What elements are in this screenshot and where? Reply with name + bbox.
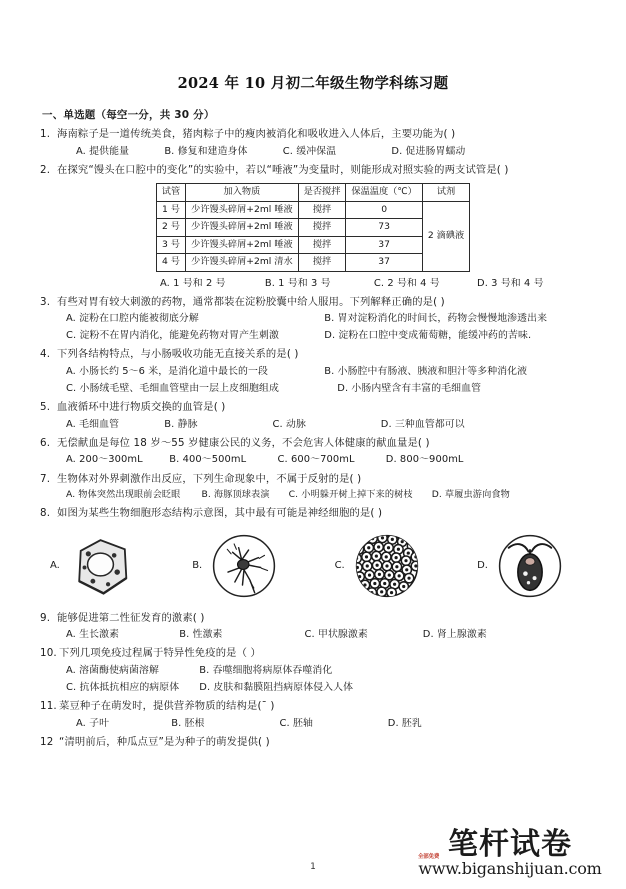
watermark-url: www.biganshijuan.com [418,859,602,878]
question-number: 9. [40,611,51,624]
question-options [40,311,586,327]
cell-tube: 3 号 [156,236,185,253]
option-b[interactable]: B. 静脉 [164,418,198,430]
cell-substance: 少许馒头碎屑+2ml 清水 [186,254,298,271]
option-c[interactable]: C. 胚轴 [279,717,313,729]
option-b[interactable]: B. 胃对淀粉消化的时间长，药物会慢慢地渗透出来 [324,313,548,325]
cell-figure-a [50,528,140,604]
question-number: 5. [40,401,51,414]
option-b[interactable]: B. 性激素 [179,629,223,641]
option-a[interactable]: A. 子叶 [76,717,110,729]
option-b[interactable]: B. 吞噬细胞将病原体吞噬消化 [199,665,333,677]
col-header-reagent: 试剂 [422,184,469,201]
cell-temperature: 37 [346,236,422,253]
question-number: 7. [40,472,51,485]
option-a[interactable]: A. 小肠长约 5～6 米，是消化道中最长的一段 [66,365,268,377]
question-text: 在探究“馒头在口腔中的变化”的实验中，若以“唾液”为变量时，则能形成对照实验的两支试管是( ) [57,163,509,176]
option-b[interactable]: B. 胚根 [171,717,205,729]
question-9 [40,610,586,644]
option-a[interactable]: A. 溶菌酶使病菌溶解 [66,665,159,677]
option-c[interactable]: C. 抗体抵抗相应的病原体 [66,682,180,694]
question-options [40,452,586,468]
question-text: 下列各结构特点，与小肠吸收功能无直接关系的是( ) [57,348,299,361]
option-b[interactable]: B. 海豚顶球表演 [201,489,270,501]
question-stem [40,471,586,488]
option-a[interactable]: A. 淀粉在口腔内能被彻底分解 [66,313,199,325]
option-b[interactable]: B. 400～500mL [169,454,247,466]
question-number: 4. [40,348,51,361]
question-5 [40,399,586,433]
option-d[interactable]: D. 小肠内壁含有丰富的毛细血管 [337,383,482,395]
option-d[interactable]: D. 三种血管都可以 [380,418,465,430]
col-header-temperature: 保温温度（℃） [346,184,422,201]
question-8 [40,505,586,604]
question-stem [40,399,586,416]
watermark-brand: 笔杆试卷 [448,827,572,862]
option-a[interactable]: A. 提供能量 [76,145,130,157]
plant-cell-icon [64,528,140,604]
option-d[interactable]: D. 草履虫游向食物 [431,489,510,501]
question-stem [40,505,586,522]
option-c[interactable]: C. 淀粉不在胃内消化，能避免药物对胃产生刺激 [66,330,279,342]
cell-stir: 搅拌 [298,201,346,218]
question-options [40,276,586,292]
question-stem [40,435,586,452]
cell-tube: 2 号 [156,219,185,236]
question-12 [40,734,586,751]
question-stem [40,610,586,627]
option-b[interactable]: B. 1 号和 3 号 [264,277,331,289]
option-b[interactable]: B. 修复和建造身体 [164,145,248,157]
question-stem [40,162,586,179]
option-d[interactable]: D. 淀粉在口腔中变成葡萄糖，能缓冲药的苦味. [324,330,532,342]
question-options [40,381,586,397]
option-c[interactable]: C. 动脉 [272,418,306,430]
figure-label-a: A. [50,560,60,572]
question-text: 血液循环中进行物质交换的血管是( ) [57,401,226,414]
question-stem [40,698,586,715]
nerve-cell-icon [206,528,282,604]
cell-figure-d [477,528,568,604]
question-text: 菜豆种子在萌发时，提供营养物质的结构是(¯ ) [59,700,275,713]
option-c[interactable]: C. 小明躲开树上掉下来的树枝 [288,489,413,501]
figure-label-c: C. [334,560,345,572]
question-6 [40,435,586,469]
option-a[interactable]: A. 毛细血管 [66,418,120,430]
question-stem [40,645,586,662]
question-text: 海南粽子是一道传统美食，猪肉粽子中的瘦肉被消化和吸收进入人体后，主要功能为( ) [57,128,456,140]
cell-figures-row [40,528,586,604]
question-stem [40,294,586,311]
question-text: “清明前后，种瓜点豆”是为种子的萌发提供( ) [59,735,270,748]
cell-stir: 搅拌 [298,254,346,271]
question-11 [40,698,586,732]
question-text: 生物体对外界刺激作出反应，下列生命现象中，不属于反射的是( ) [57,472,362,485]
option-c[interactable]: C. 2 号和 4 号 [373,277,440,289]
watermark [410,827,610,878]
option-c[interactable]: C. 缓冲保温 [282,145,337,157]
question-options [40,627,586,643]
table-row [156,201,469,218]
question-options [40,417,586,433]
question-options [40,364,586,380]
option-d[interactable]: D. 促进肠胃蠕动 [391,145,466,157]
question-number: 8. [40,507,51,520]
option-d[interactable]: D. 肾上腺激素 [422,629,487,641]
cell-temperature: 0 [346,201,422,218]
cell-figure-c [335,528,425,604]
option-a[interactable]: A. 1 号和 2 号 [160,277,226,289]
cell-substance: 少许馒头碎屑+2ml 唾液 [186,201,298,218]
question-text: 下列几项免疫过程属于特异性免疫的是（ ） [59,647,261,660]
cell-cluster-icon [349,528,425,604]
question-number: 10. [40,647,57,660]
question-number: 3. [40,295,51,308]
option-a[interactable]: A. 生长激素 [66,629,120,641]
option-c[interactable]: C. 600～700mL [277,454,355,466]
cell-temperature: 37 [346,254,422,271]
section-heading: 一、单选题（每空一分，共 30 分） [42,109,215,121]
col-header-substance: 加入物质 [186,184,298,201]
watermark-badge: 全部免费 [418,854,440,860]
cell-stir: 搅拌 [298,219,346,236]
question-text: 如图为某些生物细胞形态结构示意图，其中最有可能是神经细胞的是( ) [57,507,383,520]
question-text: 无偿献血是每位 18 岁～55 岁健康公民的义务，不会危害人体健康的献血量是( ) [57,436,430,449]
cell-tube: 1 号 [156,201,185,218]
option-d[interactable]: D. 3 号和 4 号 [476,277,544,289]
experiment-table [156,183,470,271]
option-b[interactable]: B. 小肠腔中有肠液、胰液和胆汁等多种消化液 [324,365,528,377]
question-options [40,144,586,160]
question-stem [40,346,586,363]
option-d[interactable]: D. 800～900mL [385,454,464,466]
option-d[interactable]: D. 胚乳 [387,717,422,729]
question-number: 12 [40,735,54,748]
table-header-row [156,184,469,201]
question-3 [40,294,586,345]
question-options [40,328,586,344]
option-d[interactable]: D. 皮肤和黏膜阻挡病原体侵入人体 [199,682,354,694]
option-c[interactable]: C. 小肠绒毛壁、毛细血管壁由一层上皮细胞组成 [66,383,279,395]
question-options [40,663,586,679]
paper-body [40,72,586,753]
question-stem [40,126,586,143]
question-number: 6. [40,436,51,449]
question-number: 2. [40,163,51,176]
question-text: 能够促进第二性征发育的激素( ) [57,611,205,624]
paramecium-cell-icon [492,528,568,604]
cell-substance: 少许馒头碎屑+2ml 唾液 [186,219,298,236]
cell-stir: 搅拌 [298,236,346,253]
question-options [40,716,586,732]
figure-label-b: B. [192,560,203,572]
cell-tube: 4 号 [156,254,185,271]
cell-figure-b [192,528,282,604]
question-4 [40,346,586,397]
figure-label-d: D. [477,560,488,572]
cell-temperature: 73 [346,219,422,236]
question-7 [40,471,586,504]
option-c[interactable]: C. 甲状腺激素 [304,629,368,641]
question-10 [40,645,586,696]
question-2 [40,162,586,292]
page-number: 1 [310,862,316,872]
question-options [40,680,586,696]
question-text: 有些对胃有较大刺激的药物，通常都装在淀粉胶囊中给人服用。下列解释正确的是( ) [57,295,445,308]
col-header-stir: 是否搅拌 [298,184,346,201]
col-header-tube: 试管 [156,184,185,201]
cell-substance: 少许馒头碎屑+2ml 唾液 [186,236,298,253]
question-options [40,488,586,503]
cell-reagent: 2 滴碘液 [422,201,469,271]
option-a[interactable]: A. 200～300mL [66,454,143,466]
question-number: 1. [40,128,51,140]
question-stem [40,734,586,751]
experiment-table-wrap [40,183,586,271]
page-title: 2024 年 10 月初二年级生物学科练习题 [177,75,449,92]
question-1 [40,126,586,160]
question-number: 11. [40,700,57,713]
option-a[interactable]: A. 物体突然出现眼前会眨眼 [66,489,181,501]
